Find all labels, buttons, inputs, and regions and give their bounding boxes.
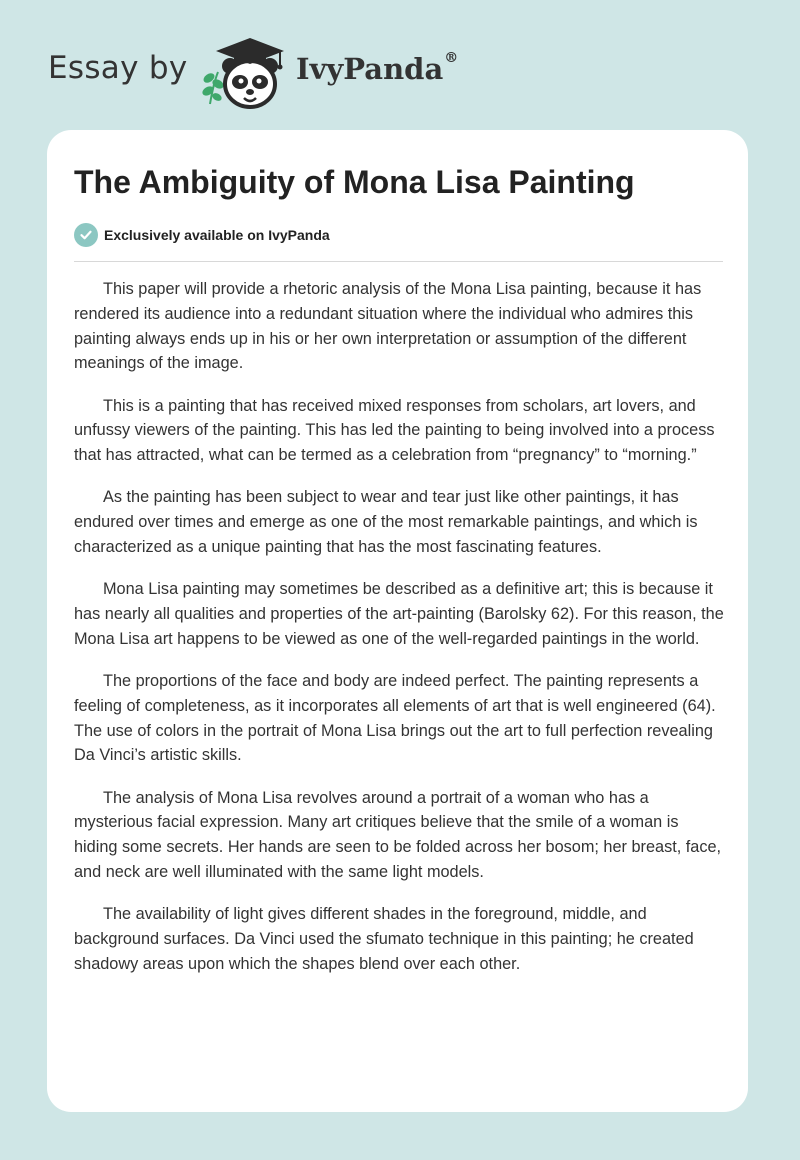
paragraph: Mona Lisa painting may sometimes be described as a definitive art; this is because it has nearly all qualities and properties of the art-painting (Barolsky 62). For this reason, the Mona Lisa art happens to be viewed as one of the well-regarded paintings in the world.: [74, 580, 724, 648]
paragraph: The proportions of the face and body are indeed perfect. The painting represents a feeling of completeness, as it incorporates all elements of art that is well engineered (64). The use of colors in the portrait of Mona Lisa brings out the art to full perfection revealing Da Vinci’s artistic skills.: [74, 671, 716, 765]
paragraph: The availability of light gives different shades in the foreground, middle, and background surfaces. Da Vinci used the sfumato technique in this painting; he created shadowy areas upon which the shapes blend over each other.: [74, 905, 694, 973]
exclusive-badge: [74, 222, 330, 248]
leaf-icon: [201, 71, 225, 104]
article-title: The Ambiguity of Mona Lisa Painting: [74, 164, 635, 200]
brand-name: IvyPanda: [296, 52, 444, 86]
divider: [74, 261, 723, 262]
paragraph: This paper will provide a rhetoric analysis of the Mona Lisa painting, because it has rendered its audience into a redundant situation where the individual who admires this painting always ends up in his or her own interpretation or assumption of the different meanings of the image.: [74, 280, 702, 373]
essay-by-label: Essay by: [48, 50, 188, 86]
site-header: [48, 32, 508, 112]
paragraph: This is a painting that has received mixed responses from scholars, art lovers, and unfussy viewers of the painting. This has led the painting to being involved into a process that has attracted, what can be termed as a celebration from “pregnancy” to “morning.”: [74, 396, 715, 465]
exclusive-badge-label: Exclusively available on IvyPanda: [104, 227, 330, 243]
check-circle-icon: [74, 223, 98, 247]
article-body: [74, 277, 724, 994]
brand-logo-text[interactable]: [296, 52, 458, 86]
panda-graduation-cap-icon[interactable]: [200, 34, 292, 110]
paragraph: As the painting has been subject to wear and tear just like other paintings, it has endured over times and emerge as one of the most remarkable paintings, and which is characterized as a unique painting that has the most fascinating features.: [74, 488, 698, 556]
article-card: [47, 130, 748, 1112]
registered-mark: ®: [444, 50, 459, 66]
paragraph: The analysis of Mona Lisa revolves around a portrait of a woman who has a mysterious facial expression. Many art critiques believe that the smile of a woman is hiding some secrets. Her hands are seen to be folded across her bosom; her breast, face, and neck are well illuminated with the same light models.: [74, 788, 722, 881]
